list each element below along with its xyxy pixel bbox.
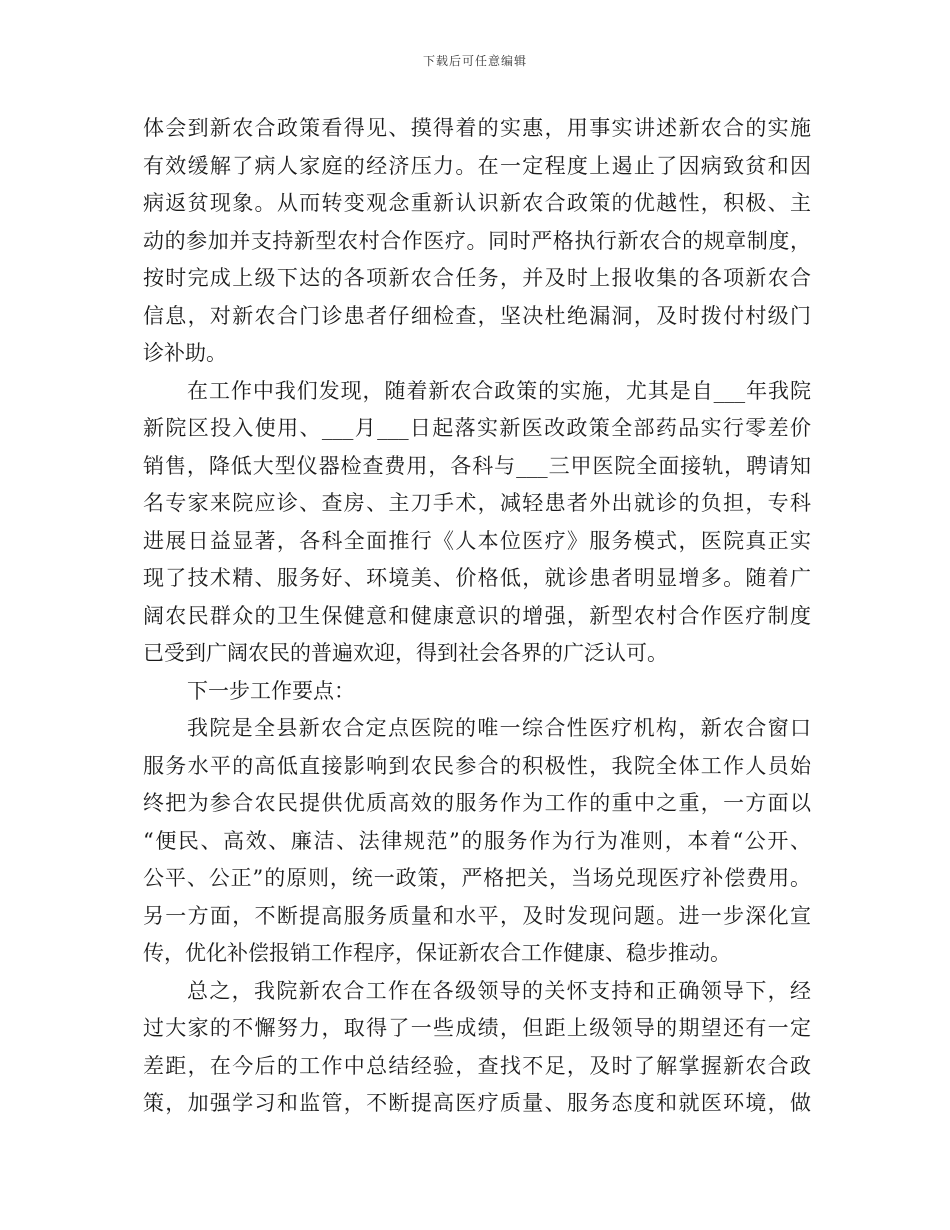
paragraph-first-line: 在工作中我们发现，随着新农合政策的实施，尤其是自___年我院 <box>187 378 811 403</box>
text-line: 名专家来院应诊、查房、主刀手术，减轻患者外出就诊的负担，专科 <box>143 491 811 515</box>
text-line: 传，优化补偿报销工作程序，保证新农合工作健康、稳步推动。 <box>143 941 731 965</box>
text-line: 进展日益显著，各科全面推行《人本位医疗》服务模式，医院真正实 <box>143 528 811 553</box>
text-line: 服务水平的高低直接影响到农民参合的积极性，我院全体工作人员始 <box>143 753 811 778</box>
text-line: 现了技术精、服务好、环境美、价格低，就诊患者明显增多。随着广 <box>143 566 811 590</box>
text-line: 病返贫现象。从而转变观念重新认识新农合政策的优越性，积极、主 <box>143 191 811 215</box>
text-line: 过大家的不懈努力，取得了一些成绩，但距上级领导的期望还有一定 <box>143 1016 811 1040</box>
text-line: 新院区投入使用、___月___日起落实新医改政策全部药品实行零差价 <box>143 416 811 440</box>
text-line: 有效缓解了病人家庭的经济压力。在一定程度上遏止了因病致贫和因 <box>143 153 811 178</box>
paragraph-first-line: 我院是全县新农合定点医院的唯一综合性医疗机构，新农合窗口 <box>187 716 811 740</box>
page-header: 下载后可任意编辑 <box>422 54 527 68</box>
text-line: 动的参加并支持新型农村合作医疗。同时严格执行新农合的规章制度， <box>143 228 811 253</box>
text-line: 已受到广阔农民的普遍欢迎，得到社会各界的广泛认可。 <box>143 641 668 665</box>
text-line: 阔农民群众的卫生保健意和健康意识的增强，新型农村合作医疗制度 <box>143 603 811 628</box>
paragraph-first-line: 总之，我院新农合工作在各级领导的关怀支持和正确领导下，经 <box>187 978 811 1003</box>
text-line: 终把为参合农民提供优质高效的服务作为工作的重中之重，一方面以 <box>143 791 811 815</box>
text-line: 另一方面，不断提高服务质量和水平，及时发现问题。进一步深化宣 <box>143 903 811 928</box>
text-line: 策，加强学习和监管，不断提高医疗质量、服务态度和就医环境，做 <box>143 1091 811 1115</box>
section-heading: 下一步工作要点： <box>187 678 355 703</box>
text-line: 诊补助。 <box>143 341 227 365</box>
text-line: “便民、高效、廉洁、法律规范”的服务作为行为准则，本着“公开、 <box>143 828 811 853</box>
document-body <box>143 110 811 1123</box>
text-line: 体会到新农合政策看得见、摸得着的实惠，用事实讲述新农合的实施 <box>143 116 811 140</box>
text-line: 公平、公正”的原则，统一政策，严格把关，当场兑现医疗补偿费用。 <box>143 866 811 890</box>
text-line: 按时完成上级下达的各项新农合任务，并及时上报收集的各项新农合 <box>143 266 811 290</box>
text-line: 差距，在今后的工作中总结经验，查找不足，及时了解掌握新农合政 <box>143 1053 811 1078</box>
text-line: 销售，降低大型仪器检查费用，各科与___三甲医院全面接轨，聘请知 <box>143 453 811 478</box>
text-line: 信息，对新农合门诊患者仔细检查，坚决杜绝漏洞，及时拨付村级门 <box>143 303 811 328</box>
